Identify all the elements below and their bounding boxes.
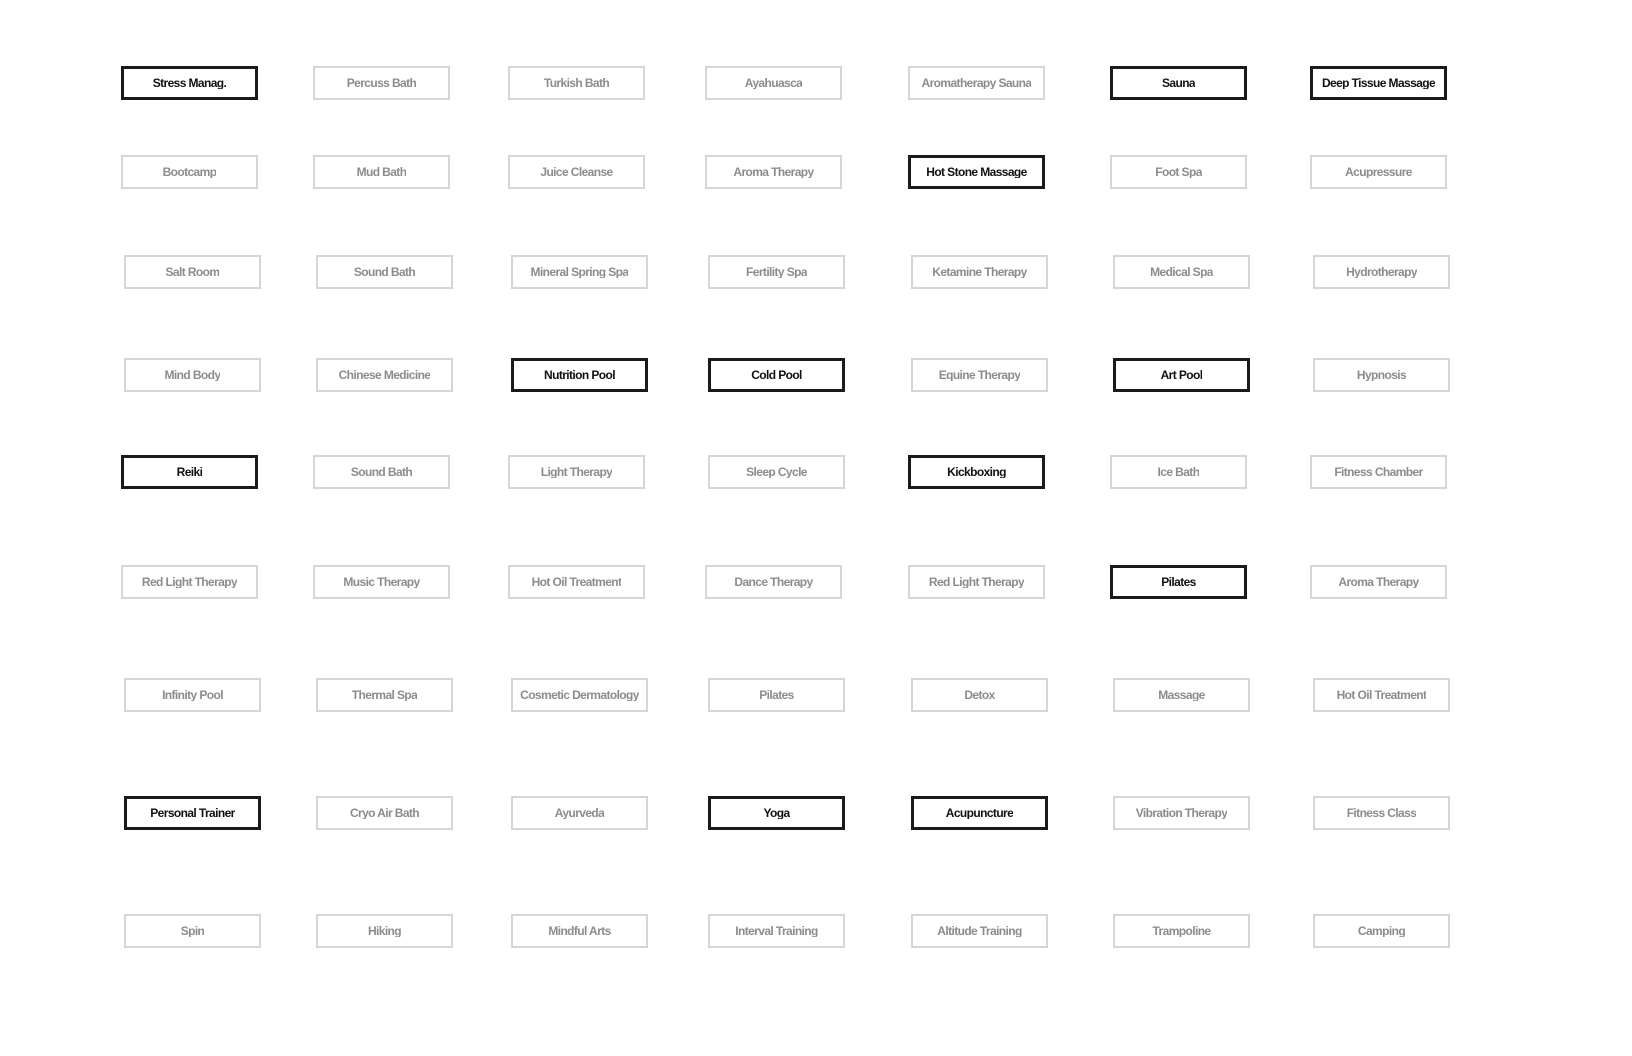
tag-chip[interactable] [708, 255, 845, 289]
tag-chip-label: Cryo Air Bath [349, 807, 420, 819]
tag-chip-label: Medical Spa [1150, 266, 1213, 278]
tag-chip[interactable] [313, 455, 450, 489]
tag-chip[interactable] [511, 678, 648, 712]
tag-chip[interactable] [1313, 358, 1450, 392]
tag-chip-label: Fitness Class [1346, 807, 1417, 819]
tag-chip[interactable] [124, 358, 261, 392]
tag-chip[interactable] [1313, 914, 1450, 948]
tag-chip-label: Ketamine Therapy [932, 266, 1027, 278]
tag-chip-label: Acupressure [1345, 166, 1412, 178]
tag-chip[interactable] [511, 914, 648, 948]
tag-chip[interactable] [313, 66, 450, 100]
tag-chip[interactable] [705, 565, 842, 599]
tag-chip-label: Chinese Medicine [338, 369, 431, 381]
tag-chip[interactable] [1113, 914, 1250, 948]
tag-chip-label: Aroma Therapy [1338, 576, 1419, 588]
tag-chip-label: Detox [964, 689, 995, 701]
tag-chip-label: Kickboxing [947, 466, 1006, 478]
tag-chip-label: Thermal Spa [351, 689, 418, 701]
tag-chip[interactable] [911, 255, 1048, 289]
tag-chip-label: Red Light Therapy [141, 576, 238, 588]
tag-chip-label: Mindful Arts [548, 925, 611, 937]
tag-chip[interactable] [1113, 358, 1250, 392]
tag-chip[interactable] [313, 565, 450, 599]
tag-chip[interactable] [121, 455, 258, 489]
tag-chip[interactable] [1110, 565, 1247, 599]
tag-chip-label: Hot Oil Treatment [1336, 689, 1427, 701]
tag-chip[interactable] [1113, 796, 1250, 830]
tag-chip[interactable] [316, 796, 453, 830]
tag-chip[interactable] [1110, 455, 1247, 489]
tag-chip[interactable] [1110, 155, 1247, 189]
tag-chip[interactable] [511, 255, 648, 289]
tag-chip[interactable] [1313, 255, 1450, 289]
tag-chip-label: Mud Bath [356, 166, 407, 178]
tag-chip[interactable] [313, 155, 450, 189]
tag-chip[interactable] [708, 796, 845, 830]
tag-chip[interactable] [1313, 796, 1450, 830]
tag-chip[interactable] [911, 678, 1048, 712]
tag-chip-label: Sound Bath [353, 266, 416, 278]
tag-chip-label: Vibration Therapy [1135, 807, 1228, 819]
tag-chip-label: Juice Cleanse [540, 166, 613, 178]
tag-chip[interactable] [1310, 455, 1447, 489]
tag-chip[interactable] [316, 255, 453, 289]
tag-chip[interactable] [1310, 155, 1447, 189]
tag-chip-label: Sound Bath [350, 466, 413, 478]
tag-chip-label: Equine Therapy [938, 369, 1021, 381]
tag-chip[interactable] [508, 455, 645, 489]
tag-chip[interactable] [708, 358, 845, 392]
tag-chip-label: Cosmetic Dermatology [520, 689, 639, 701]
tag-chip-label: Percuss Bath [346, 77, 417, 89]
tag-chip-label: Turkish Bath [543, 77, 610, 89]
tag-chip-label: Infinity Pool [162, 689, 223, 701]
tag-chip-label: Dance Therapy [734, 576, 813, 588]
tag-chip[interactable] [511, 358, 648, 392]
tag-chip-label: Hot Stone Massage [926, 166, 1027, 178]
tag-chip-label: Deep Tissue Massage [1321, 77, 1436, 89]
tag-chip-label: Red Light Therapy [928, 576, 1025, 588]
tag-chip[interactable] [121, 155, 258, 189]
tag-chip[interactable] [511, 796, 648, 830]
tag-chip-label: Art Pool [1160, 369, 1203, 381]
tag-chip[interactable] [316, 678, 453, 712]
tag-chip[interactable] [1113, 678, 1250, 712]
tag-chip[interactable] [908, 155, 1045, 189]
tag-chip-label: Aromatherapy Sauna [921, 77, 1032, 89]
tag-chip-label: Light Therapy [540, 466, 613, 478]
tag-chip-label: Spin [180, 925, 205, 937]
tag-chip[interactable] [508, 155, 645, 189]
tag-chip[interactable] [911, 796, 1048, 830]
tag-chip-label: Aroma Therapy [733, 166, 814, 178]
tag-chip[interactable] [911, 914, 1048, 948]
tag-chip-label: Mind Body [164, 369, 221, 381]
tag-chip-label: Hot Oil Treatment [531, 576, 622, 588]
tag-chip-label: Pilates [1161, 576, 1196, 588]
tag-chip-label: Pilates [759, 689, 794, 701]
tag-chip[interactable] [1113, 255, 1250, 289]
tag-chip[interactable] [316, 358, 453, 392]
tag-chip[interactable] [911, 358, 1048, 392]
tag-chip[interactable] [124, 914, 261, 948]
tag-chip[interactable] [705, 155, 842, 189]
tag-chip-label: Hydrotherapy [1346, 266, 1417, 278]
tag-chip[interactable] [1310, 565, 1447, 599]
tag-chip-label: Ayurveda [554, 807, 605, 819]
tag-chip-label: Fertility Spa [746, 266, 807, 278]
tag-chip[interactable] [508, 66, 645, 100]
tag-chip-label: Interval Training [735, 925, 818, 937]
tag-chip-label: Sleep Cycle [746, 466, 807, 478]
tag-chip[interactable] [124, 796, 261, 830]
tag-chip[interactable] [1313, 678, 1450, 712]
tag-chip-label: Reiki [176, 466, 203, 478]
tag-chip-label: Music Therapy [343, 576, 420, 588]
tag-chip[interactable] [508, 565, 645, 599]
tag-chip-label: Trampoline [1152, 925, 1211, 937]
tag-chip-label: Acupuncture [945, 807, 1014, 819]
tag-chip-label: Salt Room [165, 266, 220, 278]
tag-chip-label: Hypnosis [1356, 369, 1407, 381]
tag-chip-label: Mineral Spring Spa [530, 266, 629, 278]
tag-chip-label: Camping [1357, 925, 1406, 937]
tag-chip-label: Stress Manag. [152, 77, 227, 89]
tag-chip[interactable] [708, 914, 845, 948]
tag-chip-label: Personal Trainer [150, 807, 235, 819]
tag-chip[interactable] [708, 678, 845, 712]
tag-chip[interactable] [908, 565, 1045, 599]
tag-chip[interactable] [908, 455, 1045, 489]
tag-chip-label: Altitude Training [937, 925, 1022, 937]
tag-chip[interactable] [316, 914, 453, 948]
tag-chip-label: Yoga [763, 807, 790, 819]
tag-chip[interactable] [124, 678, 261, 712]
tag-chip[interactable] [1110, 66, 1247, 100]
tag-chip-label: Bootcamp [162, 166, 217, 178]
tag-chip[interactable] [121, 565, 258, 599]
tag-chip[interactable] [708, 455, 845, 489]
tag-chip-label: Massage [1158, 689, 1205, 701]
tag-chip-label: Ice Bath [1157, 466, 1200, 478]
tag-chip[interactable] [908, 66, 1045, 100]
tag-chip-label: Cold Pool [751, 369, 802, 381]
tag-chip-label: Ayahuasca [744, 77, 803, 89]
tag-chip-label: Fitness Chamber [1334, 466, 1423, 478]
tag-chip-label: Foot Spa [1155, 166, 1202, 178]
tag-chip[interactable] [705, 66, 842, 100]
tag-chip[interactable] [1310, 66, 1447, 100]
tag-chip-label: Hiking [367, 925, 402, 937]
tag-chip-label: Sauna [1161, 77, 1195, 89]
tag-chip-label: Nutrition Pool [544, 369, 615, 381]
tag-chip[interactable] [121, 66, 258, 100]
tag-chip[interactable] [124, 255, 261, 289]
